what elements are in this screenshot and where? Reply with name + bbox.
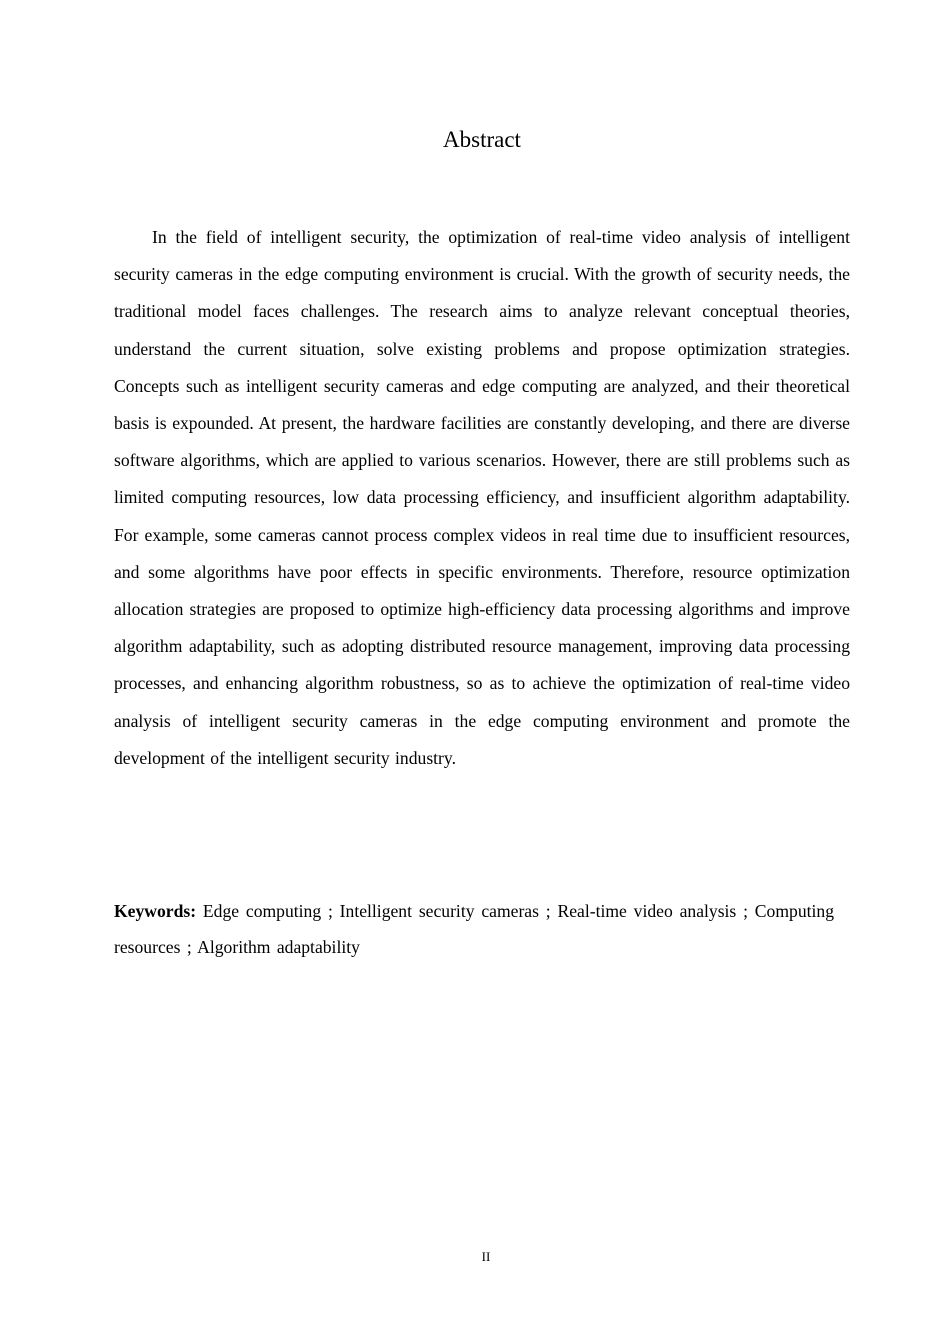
keywords-text: Edge computing ; Intelligent security cameras ; Real-time video analysis ; Computing resources ; Algorithm adaptability — [114, 901, 834, 957]
keywords-label: Keywords: — [114, 901, 197, 921]
abstract-body: In the field of intelligent security, the optimization of real-time video analysis of intelligent security cameras in the edge computing environment is crucial. With the growth of security needs, the traditional model faces challenges. The research aims to analyze relevant conceptual theories, understand the current situation, solve existing problems and propose optimization strategies. Concepts such as intelligent security cameras and edge computing are analyzed, and their theoretical basis is expounded. At present, the hardware facilities are constantly developing, and there are diverse software algorithms, which are applied to various scenarios. However, there are still problems such as limited computing resources, low data processing efficiency, and insufficient algorithm adaptability. For example, some cameras cannot process complex videos in real time due to insufficient resources, and some algorithms have poor effects in specific environments. Therefore, resource optimization allocation strategies are proposed to optimize high-efficiency data processing algorithms and improve algorithm adaptability, such as adopting distributed resource management, improving data processing processes, and enhancing algorithm robustness, so as to achieve the optimization of real-time video analysis of intelligent security cameras in the edge computing environment and promote the development of the intelligent security industry. — [114, 227, 850, 768]
keywords-paragraph — [114, 893, 834, 965]
page-number: II — [481, 1249, 491, 1264]
abstract-title: Abstract — [443, 127, 521, 152]
